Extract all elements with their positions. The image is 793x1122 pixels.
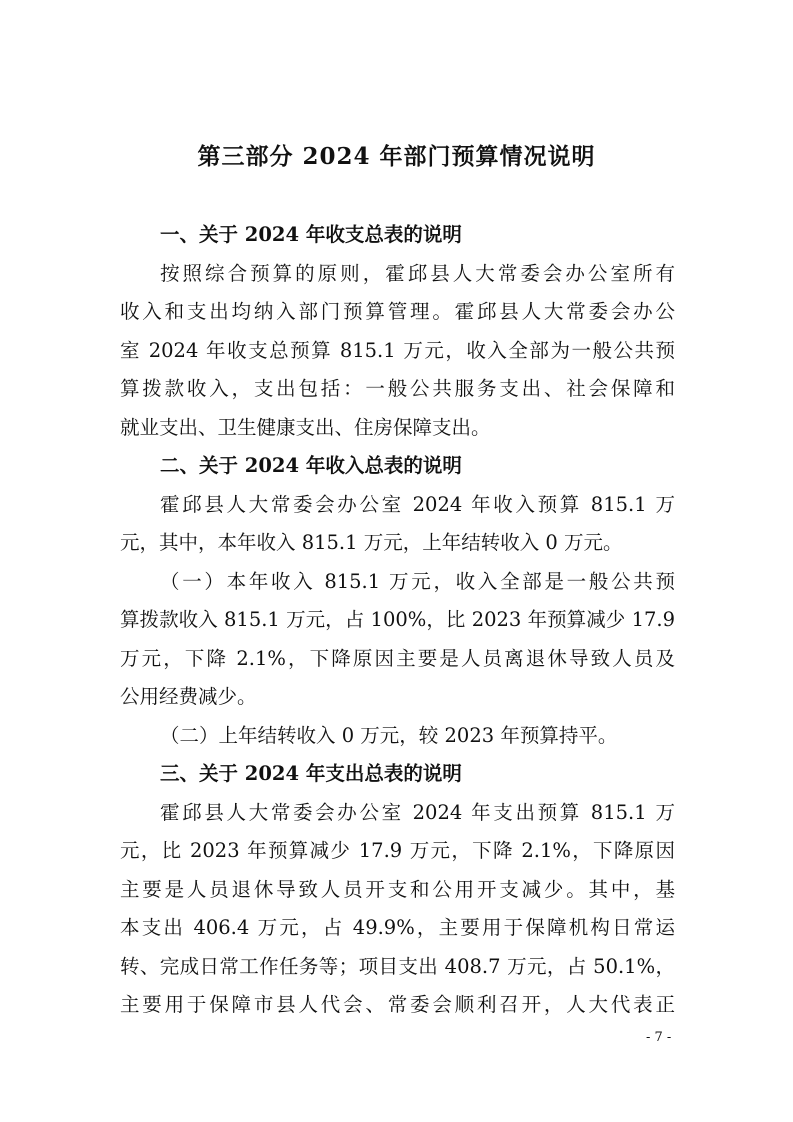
paragraph-line: 公用经费减少。 <box>120 685 257 708</box>
paragraph-line: 就业支出、卫生健康支出、住房保障支出。 <box>120 415 491 439</box>
document-body <box>120 216 675 1025</box>
page-title: 第三部分 2024 年部门预算情况说明 <box>197 143 596 170</box>
paragraph-line: 霍邱县人大常委会办公室 2024 年支出预算 815.1 万 <box>160 800 675 824</box>
section-heading-1: 一、关于 2024 年收支总表的说明 <box>160 223 462 246</box>
paragraph-line: 元，比 2023 年预算减少 17.9 万元，下降 2.1%，下降原因 <box>120 839 675 862</box>
paragraph-line: （二）上年结转收入 0 万元，较 2023 年预算持平。 <box>160 723 618 747</box>
paragraph-line: 万元，下降 2.1%，下降原因主要是人员离退休导致人员及 <box>120 646 675 670</box>
paragraph-line: 元，其中，本年收入 815.1 万元，上年结转收入 0 万元。 <box>120 531 623 554</box>
page-number: - 7 - <box>646 1030 672 1045</box>
section-heading-2: 二、关于 2024 年收入总表的说明 <box>160 454 462 477</box>
paragraph-line: 主要用于保障市县人代会、常委会顺利召开，人大代表正 <box>120 993 675 1016</box>
paragraph-line: 算拨款收入 815.1 万元，占 100%，比 2023 年预算减少 17.9 <box>120 608 675 631</box>
paragraph-line: 霍邱县人大常委会办公室 2024 年收入预算 815.1 万 <box>160 492 675 516</box>
paragraph-line: 收入和支出均纳入部门预算管理。霍邱县人大常委会办公 <box>120 300 675 323</box>
paragraph-line: 本支出 406.4 万元，占 49.9%，主要用于保障机构日常运 <box>120 916 675 939</box>
paragraph-line: 算拨款收入，支出包括：一般公共服务支出、社会保障和 <box>120 377 675 400</box>
paragraph-line: （一）本年收入 815.1 万元，收入全部是一般公共预 <box>160 569 675 593</box>
section-heading-3: 三、关于 2024 年支出总表的说明 <box>160 762 462 785</box>
paragraph-line: 主要是人员退休导致人员开支和公用开支减少。其中，基 <box>120 877 675 901</box>
paragraph-line: 转、完成日常工作任务等；项目支出 408.7 万元，占 50.1%， <box>120 954 675 978</box>
paragraph-line: 室 2024 年收支总预算 815.1 万元，收入全部为一般公共预 <box>120 338 675 362</box>
paragraph-line: 按照综合预算的原则，霍邱县人大常委会办公室所有 <box>160 261 675 285</box>
